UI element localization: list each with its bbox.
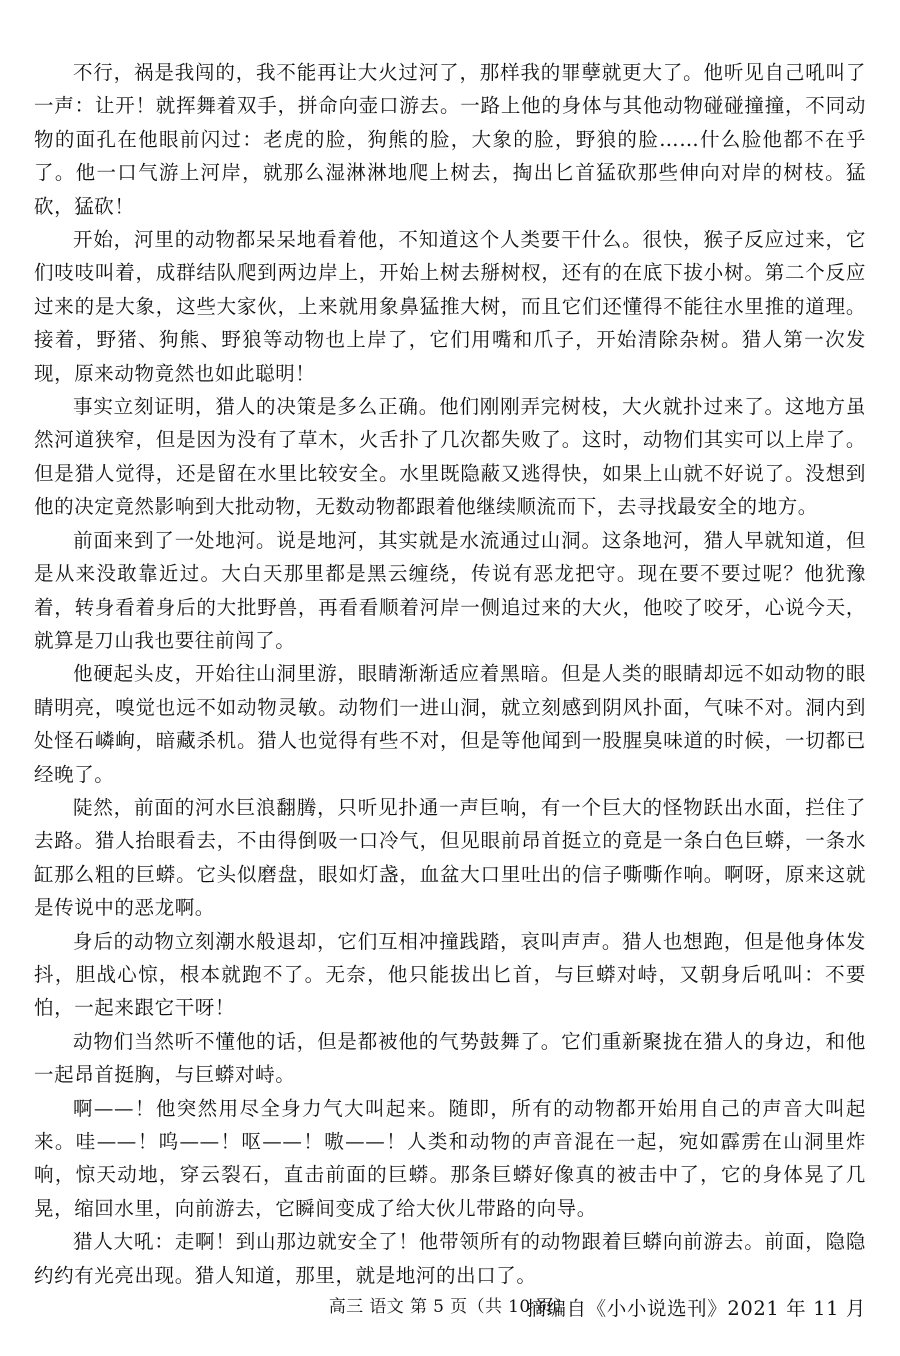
source-citation: 摘编自《小小说选刊》2021 年 11 月 bbox=[526, 1297, 866, 1321]
paragraph-2: 开始，河里的动物都呆呆地看着他，不知道这个人类要干什么。很快，猴子反应过来，它们吱吱叫着，成群结队爬到两边岸上，开始上树去掰树杈，还有的在底下拔小树。第二个反应过来的是大象，这些大家伙，上来就用象鼻猛推大树，而且它们还懂得不能往水里推的道理。接着，野猪、狗熊、野狼等动物也上岸了，它们用嘴和爪子，开始清除杂树。猎人第一次发现，原来动物竟然也如此聪明！ bbox=[34, 228, 866, 385]
paragraph-5: 他硬起头皮，开始往山洞里游，眼睛渐渐适应着黑暗。但是人类的眼睛却远不如动物的眼睛明亮，嗅觉也远不如动物灵敏。动物们一进山洞，就立刻感到阴风扑面，气味不对。洞内到处怪石嶙峋，暗藏杀机。猎人也觉得有些不对，但是等他闻到一股腥臭味道的时候，一切都已经晚了。 bbox=[34, 662, 866, 786]
paragraph-10: 猎人大吼：走啊！到山那边就安全了！他带领所有的动物跟着巨蟒向前游去。前面，隐隐约约有光亮出现。猎人知道，那里，就是地河的出口了。 bbox=[34, 1230, 866, 1287]
article-body bbox=[34, 56, 866, 1325]
paragraph-8: 动物们当然听不懂他的话，但是都被他的气势鼓舞了。它们重新聚拢在猎人的身边，和他一起昂首挺胸，与巨蟒对峙。 bbox=[34, 1029, 866, 1087]
paragraph-7: 身后的动物立刻潮水般退却，它们互相冲撞践踏，哀叫声声。猎人也想跑，但是他身体发抖，胆战心惊，根本就跑不了。无奈，他只能拔出匕首，与巨蟒对峙，又朝身后吼叫：不要怕，一起来跟它干呀！ bbox=[34, 929, 866, 1020]
paragraph-6: 陡然，前面的河水巨浪翻腾，只听见扑通一声巨响，有一个巨大的怪物跃出水面，拦住了去路。猎人抬眼看去，不由得倒吸一口冷气，但见眼前昂首挺立的竟是一条白色巨蟒，一条水缸那么粗的巨蟒。它头似磨盘，眼如灯盏，血盆大口里吐出的信子嘶嘶作响。啊呀，原来这就是传说中的恶龙啊。 bbox=[34, 795, 866, 920]
paragraph-1: 不行，祸是我闯的，我不能再让大火过河了，那样我的罪孽就更大了。他听见自己吼叫了一声：让开！就挥舞着双手，拼命向壶口游去。一路上他的身体与其他动物碰碰撞撞，不同动物的面孔在他眼前闪过：老虎的脸，狗熊的脸，大象的脸，野狼的脸……什么脸他都不在乎了。他一口气游上河岸，就那么湿淋淋地爬上树去，掏出匕首猛砍那些伸向对岸的树枝。猛砍，猛砍！ bbox=[34, 61, 866, 218]
paragraph-9: 啊——！他突然用尽全身力气大叫起来。随即，所有的动物都开始用自己的声音大叫起来。哇——！呜——！呕——！嗷——！人类和动物的声音混在一起，宛如霹雳在山洞里炸响，惊天动地，穿云裂石，直击前面的巨蟒。那条巨蟒好像真的被击中了，它的身体晃了几晃，缩回水里，向前游去，它瞬间变成了给大伙儿带路的向导。 bbox=[34, 1096, 866, 1220]
paragraph-3: 事实立刻证明，猎人的决策是多么正确。他们刚刚弄完树枝，大火就扑过来了。这地方虽然河道狭窄，但是因为没有了草木，火舌扑了几次都失败了。这时，动物们其实可以上岸了。但是猎人觉得，还是留在水里比较安全。水里既隐蔽又逃得快，如果上山就不好说了。没想到他的决定竟然影响到大批动物，无数动物都跟着他继续顺流而下，去寻找最安全的地方。 bbox=[34, 395, 866, 519]
page-footer: 高三 语文 第 5 页（共 10 页） bbox=[328, 1297, 572, 1317]
paragraph-4: 前面来到了一处地河。说是地河，其实就是水流通过山洞。这条地河，猎人早就知道，但是从来没敢靠近过。大白天那里都是黑云缠绕，传说有恶龙把守。现在要不要过呢？他犹豫着，转身看着身后的大批野兽，再看看顺着河岸一侧追过来的大火，他咬了咬牙，心说今天，就算是刀山我也要往前闯了。 bbox=[34, 528, 866, 652]
